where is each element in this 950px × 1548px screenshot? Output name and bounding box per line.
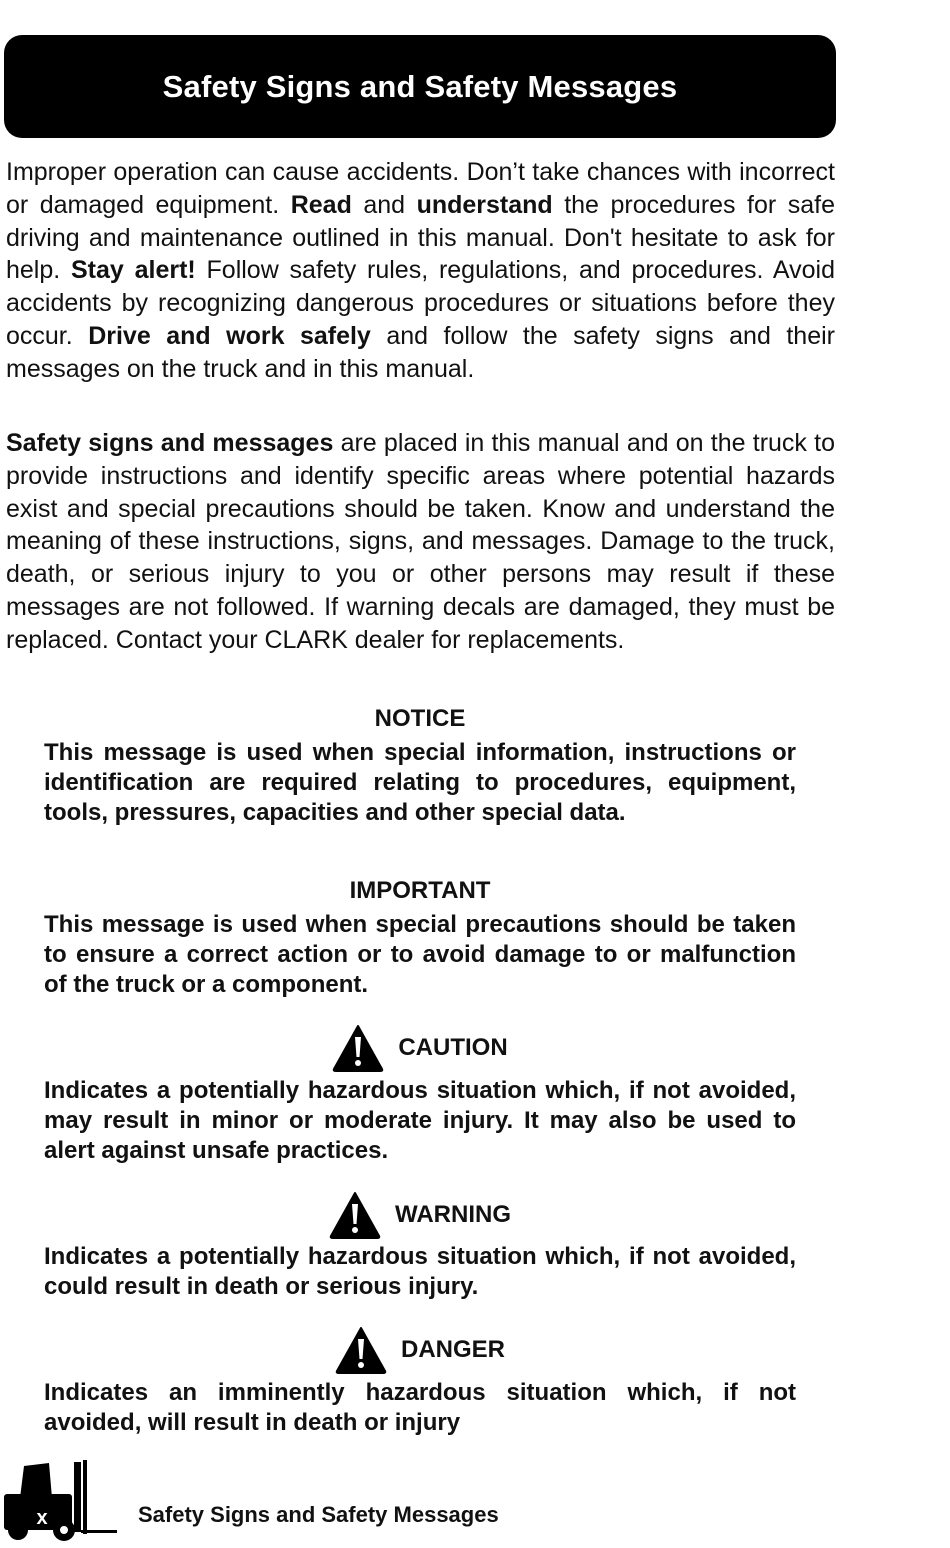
danger-label: DANGER (400, 1336, 505, 1363)
body-text: Follow safety rules, regulations, and procedures. Avoid accidents by recognizing dangerous procedures or situations before they occur. (6, 256, 835, 350)
warning-triangle-icon (335, 1326, 387, 1374)
caution-heading (44, 1022, 796, 1074)
notice-label: NOTICE (374, 705, 466, 732)
body-text: the procedures for safe driving and maintenance outlined in this manual. Don't hesitate to ask for help. (6, 190, 835, 285)
body-text: Improper operation can cause accidents. Don’t take chances with incorrect or damaged equipment. (6, 158, 835, 219)
danger-text: Indicates an imminently hazardous situation which, if not avoided, will result in death or injury (44, 1379, 796, 1436)
body-text: and follow the safety signs and their messages on the truck and in this manual. (6, 321, 835, 383)
intro-paragraph-1 (6, 156, 835, 386)
warning-label: WARNING (395, 1201, 511, 1228)
forklift-icon (4, 1458, 119, 1543)
emphasis-text: understand (416, 190, 553, 219)
important-text: This message is used when special precautions should be taken to ensure a correct action or to avoid damage to or malfunction of the truck or a component. (44, 911, 796, 998)
intro-paragraph-2 (6, 427, 835, 657)
danger-heading (44, 1325, 796, 1375)
important-heading (44, 875, 796, 907)
body-text: are placed in this manual and on the truck to provide instructions and identify specific areas where potential hazards exist and special precautions should be taken. Know and understand the meaning of these instructions, signs, and messages. Damage to the truck, death, or serious injury to you or other persons may result if these messages are not followed. If warning decals are damaged, they must be replaced. Contact your CLARK dealer for replacements. (6, 429, 835, 654)
footer-title: Safety Signs and Safety Messages (138, 1502, 499, 1527)
warning-text: Indicates a potentially hazardous situation which, if not avoided, could result in death or serious injury. (44, 1243, 796, 1300)
warning-triangle-icon (332, 1024, 384, 1072)
caution-text: Indicates a potentially hazardous situation which, if not avoided, may result in minor or moderate injury. It may also be used to alert against unsafe practices. (44, 1077, 796, 1164)
notice-text: This message is used when special information, instructions or identification are required relating to procedures, equipment, tools, pressures, capacities and other special data. (44, 739, 796, 826)
caution-label: CAUTION (398, 1034, 508, 1061)
title-banner (4, 35, 836, 138)
warning-heading (44, 1190, 796, 1240)
body-text: and (351, 190, 417, 219)
page-title: Safety Signs and Safety Messages (162, 68, 678, 104)
emphasis-text: Read (290, 190, 352, 219)
emphasis-text: Safety signs and messages (6, 429, 334, 457)
notice-heading (44, 703, 796, 735)
emphasis-text: Drive and work safely (88, 321, 371, 350)
important-label: IMPORTANT (349, 877, 491, 904)
page-number: x (36, 1507, 48, 1529)
emphasis-text: Stay alert! (71, 256, 196, 285)
warning-triangle-icon (329, 1191, 381, 1239)
